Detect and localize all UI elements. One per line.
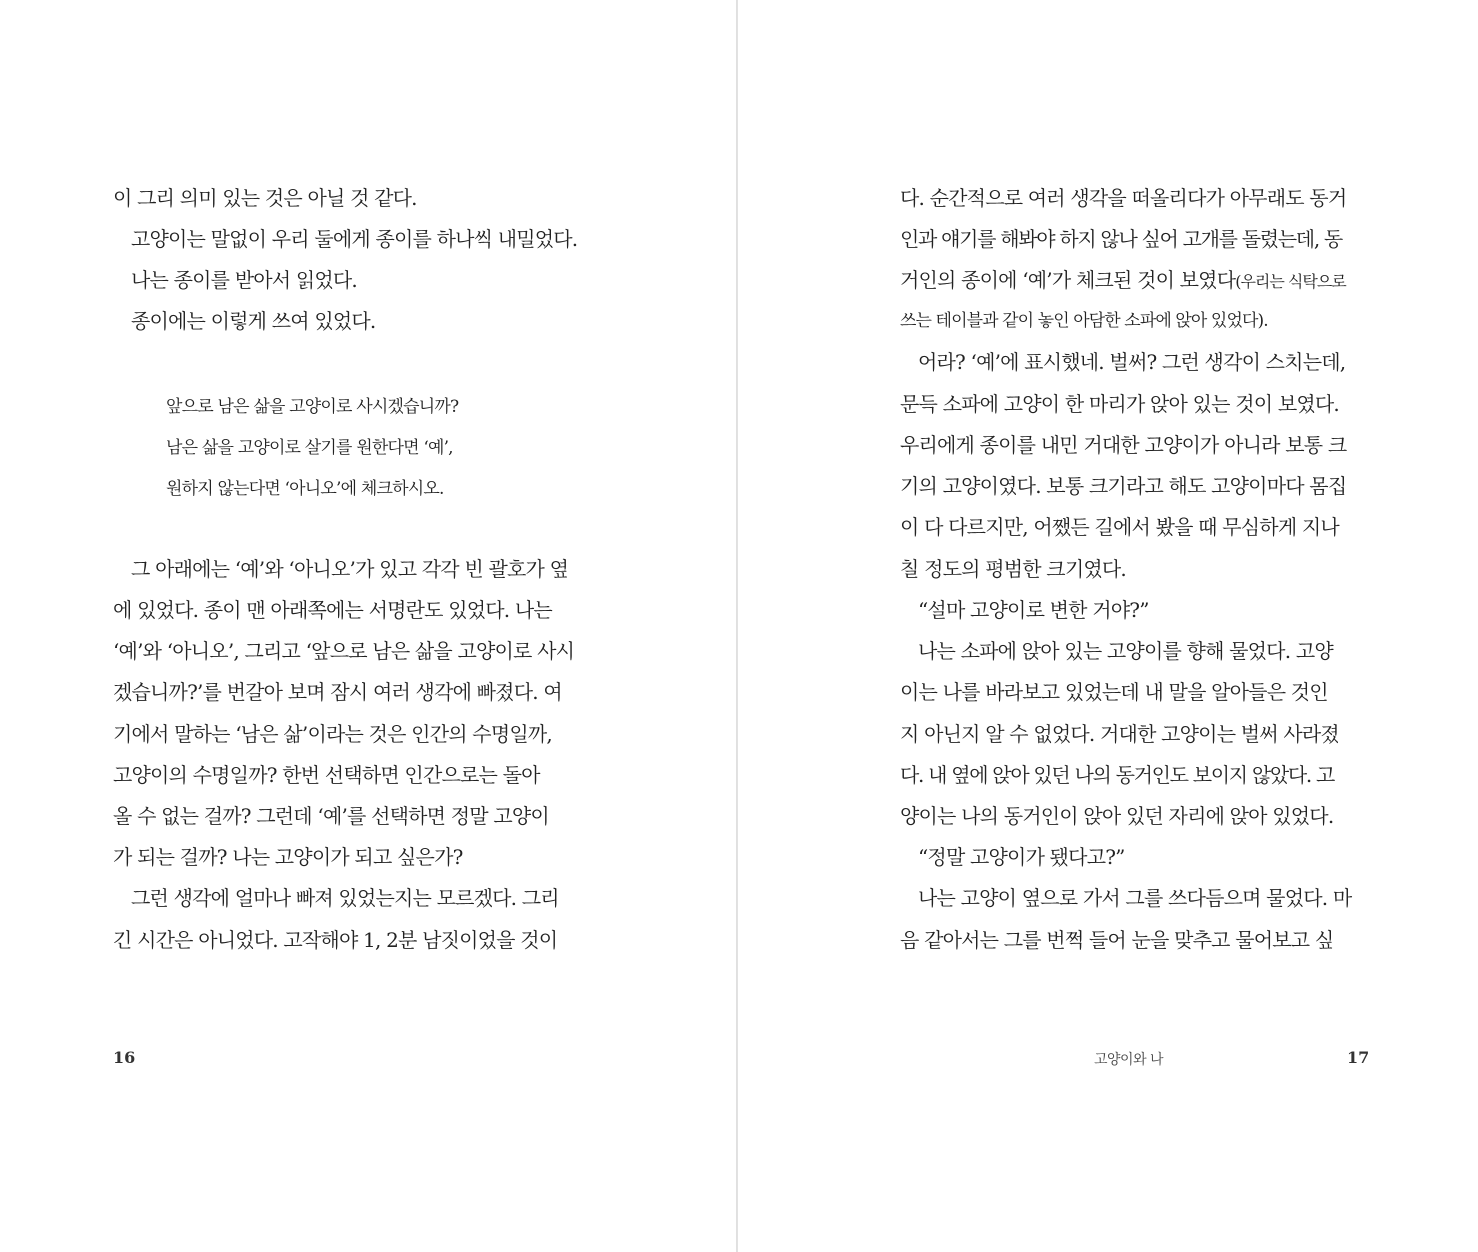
text-line: 지 아닌지 알 수 없었다. 거대한 고양이는 벌써 사라졌 xyxy=(900,722,1339,746)
text-line: 기에서 말하는 ‘남은 삶’이라는 것은 인간의 수명일까, xyxy=(113,722,552,746)
text-line: 이 다 다르지만, 어쨌든 길에서 봤을 때 무심하게 지나 xyxy=(900,515,1339,539)
text-line: 가 되는 걸까? 나는 고양이가 되고 싶은가? xyxy=(113,845,463,869)
text-line: 쓰는 테이블과 같이 놓인 아담한 소파에 앉아 있었다). xyxy=(900,311,1268,331)
text-line: 이는 나를 바라보고 있었는데 내 말을 알아들은 것인 xyxy=(900,680,1328,704)
text-line: 나는 종이를 받아서 읽었다. xyxy=(131,268,357,292)
text-line: 인과 얘기를 해봐야 하지 않나 싶어 고개를 돌렸는데, 동 xyxy=(900,227,1342,251)
text-line: 문득 소파에 고양이 한 마리가 앉아 있는 것이 보였다. xyxy=(900,392,1339,416)
text-line: “정말 고양이가 됐다고?” xyxy=(918,845,1125,869)
quote-line: 앞으로 남은 삶을 고양이로 사시겠습니까? xyxy=(166,397,459,417)
quote-line: 남은 삶을 고양이로 살기를 원한다면 ‘예’, xyxy=(166,438,453,458)
text-line: 양이는 나의 동거인이 앉아 있던 자리에 앉아 있었다. xyxy=(900,804,1334,828)
text-line: 다. 내 옆에 앉아 있던 나의 동거인도 보이지 않았다. 고 xyxy=(900,763,1335,787)
running-title: 고양이와 나 xyxy=(1094,1052,1164,1068)
text-line: 겠습니까?’를 번갈아 보며 잠시 여러 생각에 빠졌다. 여 xyxy=(113,680,562,704)
page-number: 17 xyxy=(1347,1048,1370,1067)
page-number: 16 xyxy=(113,1048,136,1067)
text-aside: (우리는 식탁으로 xyxy=(1235,272,1346,291)
text-line: 이 그리 의미 있는 것은 아닐 것 같다. xyxy=(113,186,417,210)
text-line: “설마 고양이로 변한 거야?” xyxy=(918,598,1149,622)
text-line: 기의 고양이였다. 보통 크기라고 해도 고양이마다 몸집 xyxy=(900,474,1347,498)
right-page xyxy=(738,0,1478,1252)
text-line: 음 같아서는 그를 번쩍 들어 눈을 맞추고 물어보고 싶 xyxy=(900,928,1334,952)
quote-line: 원하지 않는다면 ‘아니오’에 체크하시오. xyxy=(166,479,444,499)
text-line: 긴 시간은 아니었다. 고작해야 1, 2분 남짓이었을 것이 xyxy=(113,928,558,952)
text-line: ‘예’와 ‘아니오’, 그리고 ‘앞으로 남은 삶을 고양이로 사시 xyxy=(113,639,575,663)
text-line: 에 있었다. 종이 맨 아래쪽에는 서명란도 있었다. 나는 xyxy=(113,598,552,622)
text-line: 종이에는 이렇게 쓰여 있었다. xyxy=(131,309,376,333)
text-line: 그 아래에는 ‘예’와 ‘아니오’가 있고 각각 빈 괄호가 옆 xyxy=(131,557,569,581)
text-line: 고양이의 수명일까? 한번 선택하면 인간으로는 돌아 xyxy=(113,763,540,787)
text-line: 나는 고양이 옆으로 가서 그를 쓰다듬으며 물었다. 마 xyxy=(918,886,1352,910)
text-line: 어라? ‘예’에 표시했네. 벌써? 그런 생각이 스치는데, xyxy=(918,350,1346,374)
text-line: 고양이는 말없이 우리 둘에게 종이를 하나씩 내밀었다. xyxy=(131,227,578,251)
text-line: 칠 정도의 평범한 크기였다. xyxy=(900,557,1126,581)
text-line: 나는 소파에 앉아 있는 고양이를 향해 물었다. 고양 xyxy=(918,639,1333,663)
text-segment: 거인의 종이에 ‘예’가 체크된 것이 보였다 xyxy=(900,268,1236,292)
text-line: 그런 생각에 얼마나 빠져 있었는지는 모르겠다. 그리 xyxy=(131,886,559,910)
left-page xyxy=(0,0,736,1252)
text-line: 우리에게 종이를 내민 거대한 고양이가 아니라 보통 크 xyxy=(900,433,1347,457)
text-line: 올 수 없는 걸까? 그런데 ‘예’를 선택하면 정말 고양이 xyxy=(113,804,549,828)
text-line: 다. 순간적으로 여러 생각을 떠올리다가 아무래도 동거 xyxy=(900,186,1347,210)
text-line xyxy=(900,266,1362,294)
